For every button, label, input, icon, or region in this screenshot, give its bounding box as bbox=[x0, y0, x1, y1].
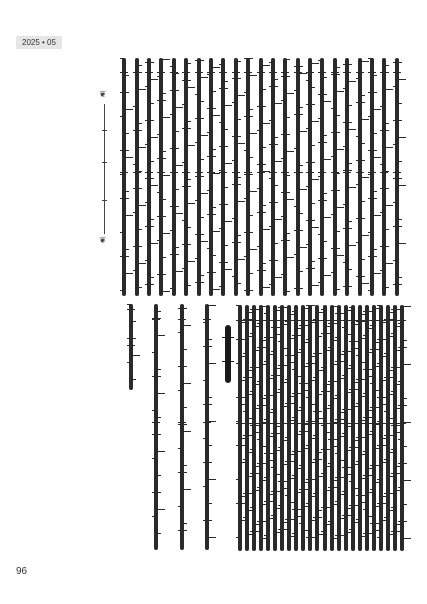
text-line bbox=[147, 58, 151, 296]
text-line bbox=[308, 58, 312, 296]
text-line bbox=[209, 58, 213, 296]
issue-tag: 2025 • 05 bbox=[16, 36, 62, 49]
text-line bbox=[330, 305, 334, 551]
text-line bbox=[259, 305, 263, 551]
text-line bbox=[393, 305, 397, 551]
text-line bbox=[370, 58, 374, 296]
text-line bbox=[273, 305, 277, 551]
text-line bbox=[122, 58, 126, 296]
section-heading bbox=[225, 325, 231, 383]
text-line bbox=[205, 304, 209, 550]
lower-body-text-continued bbox=[236, 305, 406, 551]
text-line bbox=[386, 305, 390, 551]
text-line bbox=[333, 58, 337, 296]
text-line bbox=[294, 305, 298, 551]
text-line bbox=[345, 58, 349, 296]
text-line bbox=[344, 305, 348, 551]
text-line bbox=[320, 58, 324, 296]
text-line bbox=[184, 58, 188, 296]
upper-body-text bbox=[118, 58, 403, 296]
text-line bbox=[358, 58, 362, 296]
text-line bbox=[246, 58, 250, 296]
ornament-icon: ❦ bbox=[99, 236, 107, 246]
text-line bbox=[301, 305, 305, 551]
text-line bbox=[159, 58, 163, 296]
text-line bbox=[259, 58, 263, 296]
text-line bbox=[351, 305, 355, 551]
text-line bbox=[238, 305, 242, 551]
text-line bbox=[271, 58, 275, 296]
text-line bbox=[245, 305, 249, 551]
lower-body-text bbox=[118, 304, 220, 550]
text-line bbox=[395, 58, 399, 296]
text-line bbox=[315, 305, 319, 551]
text-line bbox=[221, 58, 225, 296]
text-line bbox=[197, 58, 201, 296]
text-line bbox=[365, 305, 369, 551]
text-line bbox=[283, 58, 287, 296]
text-line bbox=[172, 58, 176, 296]
text-line bbox=[129, 304, 133, 390]
text-line bbox=[358, 305, 362, 551]
ornament-icon: ❦ bbox=[99, 90, 107, 100]
running-head bbox=[99, 90, 111, 248]
text-line bbox=[154, 304, 158, 550]
text-line bbox=[308, 305, 312, 551]
text-line bbox=[379, 305, 383, 551]
text-line bbox=[287, 305, 291, 551]
text-line bbox=[180, 304, 184, 550]
text-line bbox=[400, 305, 404, 551]
text-line bbox=[280, 305, 284, 551]
page-number: 96 bbox=[16, 566, 28, 577]
text-line bbox=[266, 305, 270, 551]
text-line bbox=[323, 305, 327, 551]
text-line bbox=[252, 305, 256, 551]
text-line bbox=[382, 58, 386, 296]
text-line bbox=[296, 58, 300, 296]
text-line bbox=[372, 305, 376, 551]
running-head-title bbox=[104, 104, 105, 234]
text-line bbox=[234, 58, 238, 296]
text-line bbox=[337, 305, 341, 551]
text-line bbox=[135, 58, 139, 296]
